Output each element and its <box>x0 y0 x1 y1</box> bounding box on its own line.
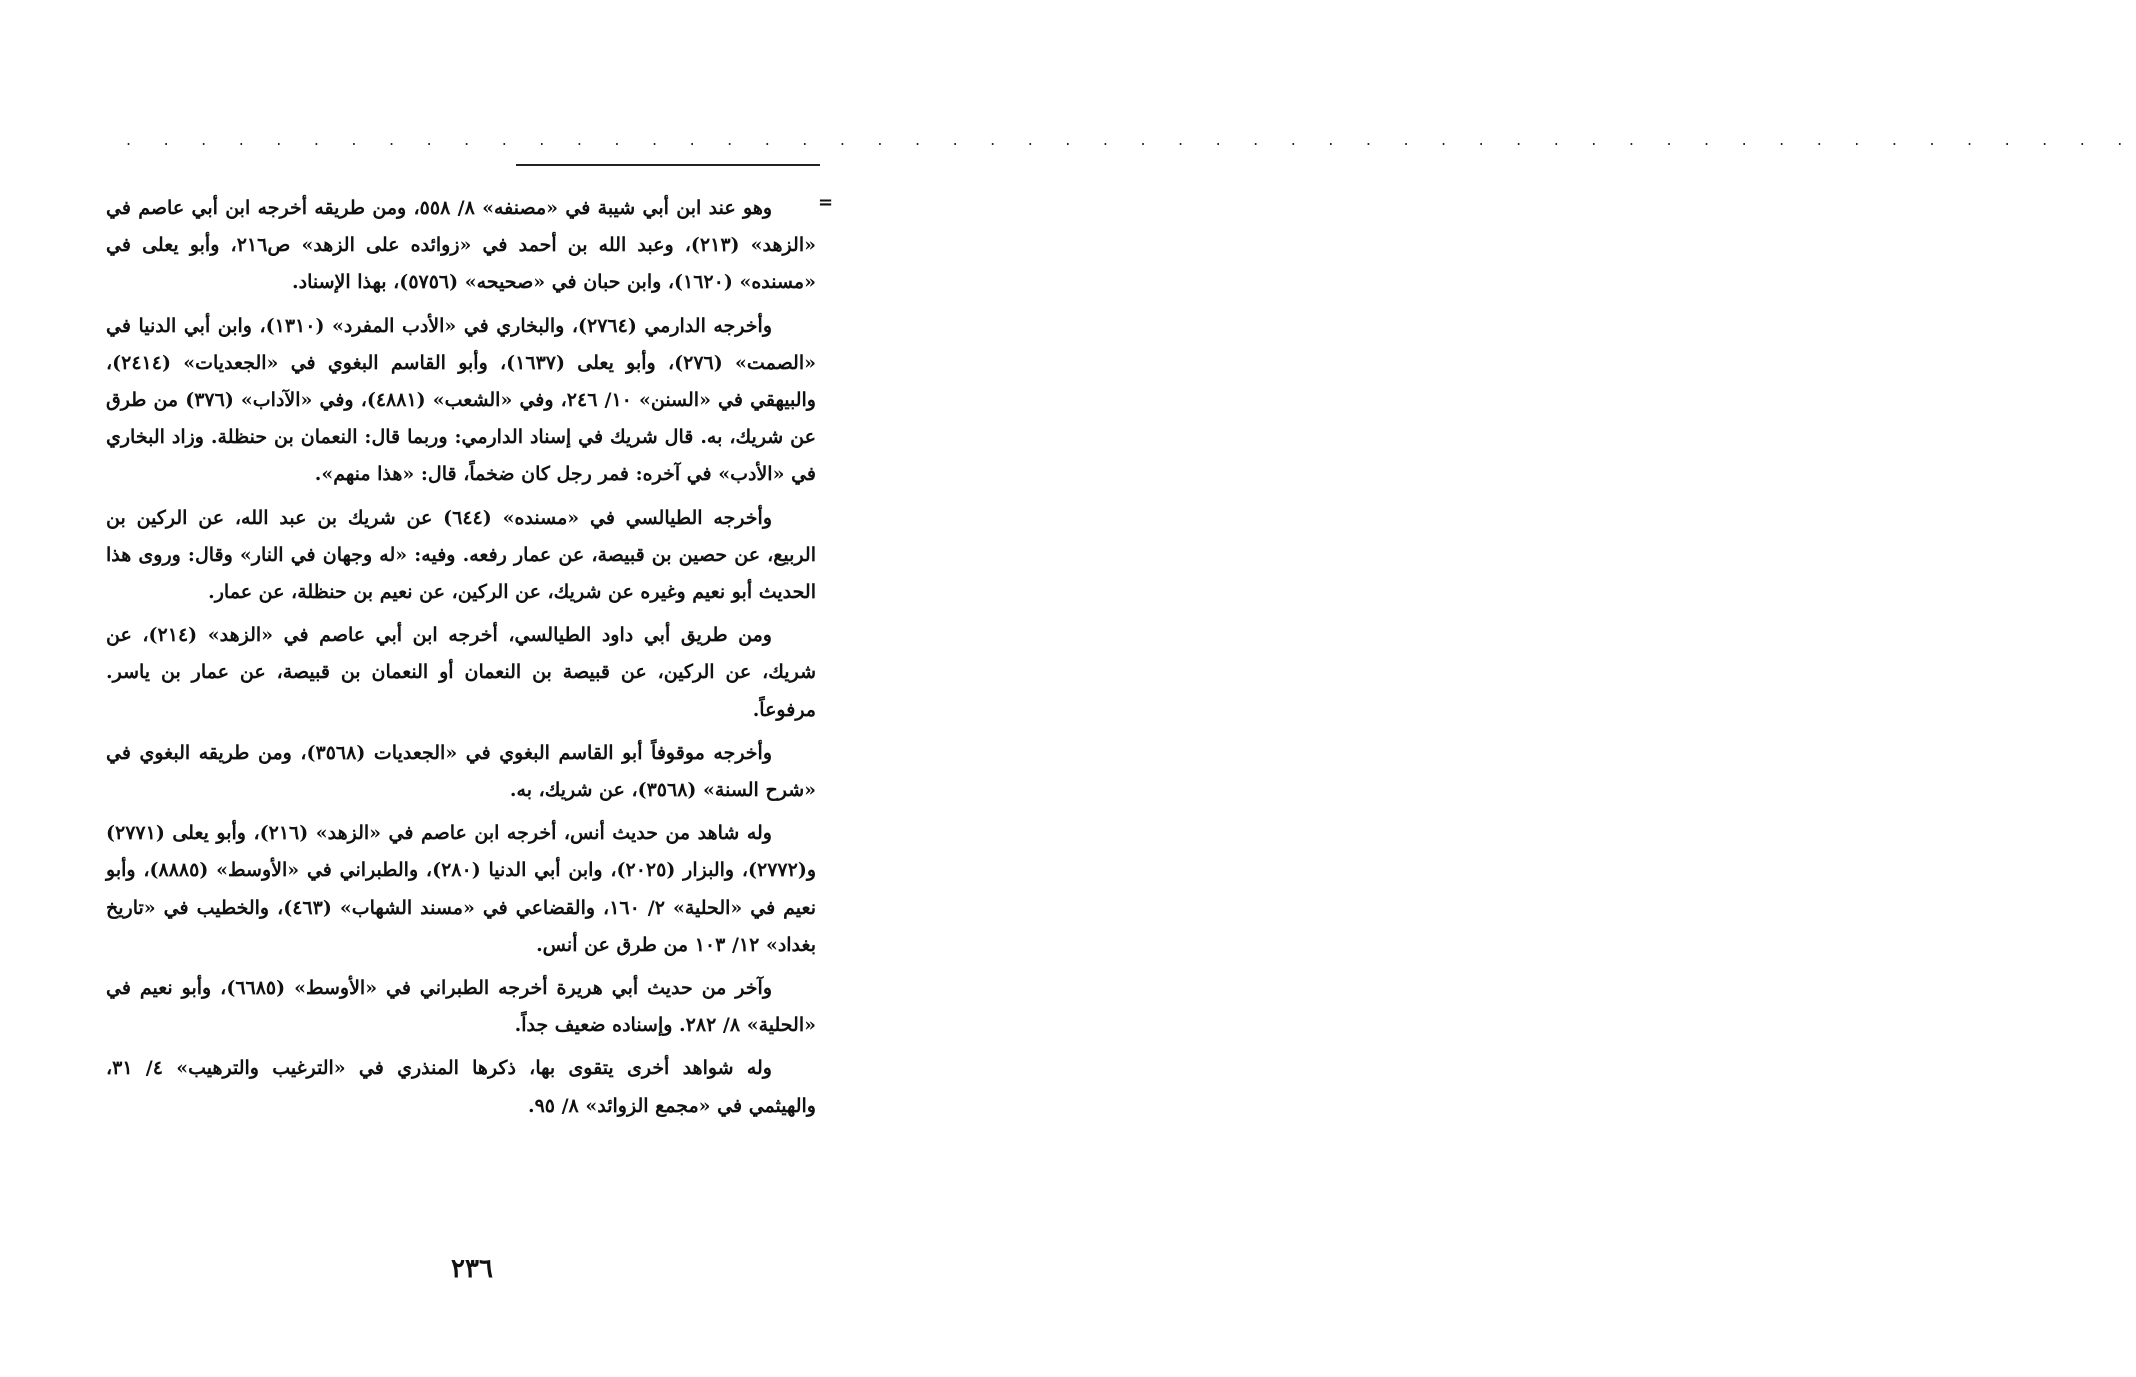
footnote-paragraph: وأخرجه موقوفاً أبو القاسم البغوي في «الجعديات (٣٥٦٨)، ومن طريقه البغوي في «شرح السنة» (٣٥٦٨)، عن شريك، به. <box>106 741 816 802</box>
footnote-rule <box>516 164 820 166</box>
page-number: ٢٣٦ <box>451 1254 493 1284</box>
footnote-paragraph: وأخرجه الطيالسي في «مسنده» (٦٤٤) عن شريك بن عبد الله، عن الركين بن الربيع، عن حصين بن قبيصة، عن عمار رفعه. وفيه: «له وجهان في النار» وقال: وروى هذا الحديث أبو نعيم وغيره عن شريك، عن الركين، عن نعيم بن حنظلة، عن عمار. <box>106 506 816 604</box>
continuation-mark: = <box>818 192 834 213</box>
footnote-paragraph: وله شواهد أخرى يتقوى بها، ذكرها المنذري في «الترغيب والترهيب» ٤/ ٣١، والهيثمي في «مجمع الزوائد» ٨/ ٩٥. <box>106 1057 816 1117</box>
footnote-paragraph: وآخر من حديث أبي هريرة أخرجه الطبراني في «الأوسط» (٦٦٨٥)، وأبو نعيم في «الحلية» ٨/ ٢٨٢. وإسناده ضعيف جداً. <box>106 977 816 1037</box>
footnote-paragraph: وله شاهد من حديث أنس، أخرجه ابن عاصم في «الزهد» (٢١٦)، وأبو يعلى (٢٧٧١) و(٢٧٧٢)، والبزار (٢٠٢٥)، وابن أبي الدنيا (٢٨٠)، والطبراني في «الأوسط» (٨٨٨٥)، وأبو نعيم في «الحلية» ٢/ ١٦٠، والقضاعي في «مسند الشهاب» (٤٦٣)، والخطيب في «تاريخ بغداد» ١٢/ ١٠٣ من طرق عن أنس. <box>106 822 816 956</box>
footnotes-block <box>106 190 816 1131</box>
footnote-paragraph: وأخرجه الدارمي (٢٧٦٤)، والبخاري في «الأدب المفرد» (١٣١٠)، وابن أبي الدنيا في «الصمت» (٢٧٦)، وأبو يعلى (١٦٣٧)، وأبو القاسم البغوي في «الجعديات» (٢٤١٤)، والبيهقي في «السنن» ١٠/ ٢٤٦، وفي «الشعب» (٤٨٨١)، وفي «الآداب» (٣٧٦) من طرق عن شريك، به. قال شريك في إسناد الدارمي: وربما قال: النعمان بن حنظلة. وزاد البخاري في «الأدب» في آخره: فمر رجل كان ضخماً، قال: «هذا منهم». <box>106 314 816 486</box>
footnote-separator-dots: . . . . . . . . . . . . . . . . . . . . . . . . . . . . . . . . . . . . . . . . . . . . . . . . . . . . . . <box>126 130 2136 149</box>
footnote-paragraph: ومن طريق أبي داود الطيالسي، أخرجه ابن أبي عاصم في «الزهد» (٢١٤)، عن شريك، عن الركين، عن قبيصة بن النعمان أو النعمان بن قبيصة، عن عمار بن ياسر. مرفوعاً. <box>106 624 816 721</box>
footnote-paragraph: وهو عند ابن أبي شيبة في «مصنفه» ٨/ ٥٥٨، ومن طريقه أخرجه ابن أبي عاصم في «الزهد» (٢١٣)، وعبد الله بن أحمد في «زوائده على الزهد» ص٢١٦، وأبو يعلى في «مسنده» (١٦٢٠)، وابن حبان في «صحيحه» (٥٧٥٦)، بهذا الإسناد. <box>106 197 816 294</box>
